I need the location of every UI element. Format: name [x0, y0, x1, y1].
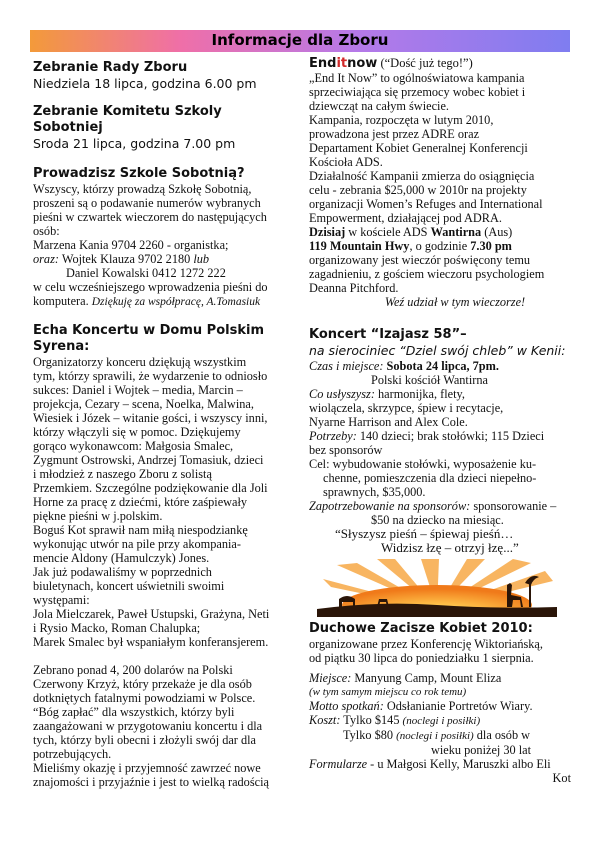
koncert-place: Polski kościół Wantirna — [371, 373, 488, 387]
rada-when: Niedziela 18 lipca, godzina 6.00 pm — [33, 76, 257, 91]
koncert-zapotrzebowanie — [309, 499, 571, 513]
endit-body — [309, 71, 571, 225]
text-line: proszeni są o podawanie numerów wybranych — [33, 196, 261, 210]
endit-dzisiaj — [309, 225, 571, 239]
endit-wantirna: Wantirna — [430, 225, 482, 239]
koszt-note-1: (noclegi i posiłki) — [402, 715, 481, 727]
endit-address-text: , o godzinie — [409, 239, 471, 253]
co-value: harmonijka, flety, — [374, 387, 465, 401]
miejsce-value: Manyung Camp, Mount Eliza — [351, 671, 502, 685]
echa-title-2: Syrena: — [33, 339, 90, 354]
miejsce-note: (w tym samym miejscu co rok temu) — [309, 686, 467, 698]
echa-body-2 — [33, 663, 295, 789]
koszt-value-2: Tylko $80 — [343, 728, 397, 742]
text-line: pieśni w czwartek wieczorem do następujących — [33, 210, 267, 224]
right-column — [309, 56, 571, 785]
endit-logo-it: it — [336, 56, 348, 71]
signature-tomasiuk: Dziękuję za współpracę, A.Tomasiuk — [91, 296, 261, 308]
szkola-intro — [33, 182, 295, 238]
endit-aus: (Aus) — [481, 225, 513, 239]
text-line: celu - zebrania $25,000 w 2010r na projekty — [309, 183, 527, 197]
text-line: „End It Now” to ogólnoświatowa kampania — [309, 71, 525, 85]
czas-label: Czas i miejsce: — [309, 359, 384, 373]
text-line: wieku poniżej 30 lat — [431, 743, 532, 757]
koncert-quote-2: Widzisz łzę – otrzyj łzę...” — [381, 540, 519, 555]
szkola-outro-text: komputera. — [33, 294, 92, 308]
text-line: Zebrano ponad 4, 200 dolarów na Polski — [33, 663, 233, 677]
formularze-label: Formularze — [309, 757, 368, 771]
formularze-end: Kot — [552, 771, 571, 785]
text-line: osób: — [33, 224, 60, 238]
szkola-outro-1: w celu wcześniejszego wprowadzenia pieśni do — [33, 280, 268, 294]
text-line: wykonując utwór na pile przy akompania- — [33, 537, 241, 551]
koncert-title: Koncert “Izajasz 58”– — [309, 327, 467, 342]
text-line: tym, którzy sprawili, że wydarzenie to odniosło — [33, 369, 268, 383]
left-column — [33, 56, 295, 789]
duchowe-motto — [309, 699, 571, 713]
contact-wojtek-text: Wojtek Klauza 9702 2180 — [58, 252, 194, 266]
endit-time: 7.30 pm — [470, 239, 512, 253]
motto-value: Odsłanianie Portretów Wiary. — [383, 699, 533, 713]
endit-logo — [309, 56, 377, 71]
echa-title-1: Echa Koncertu w Domu Polskim — [33, 323, 264, 338]
lub-label: lub — [193, 252, 210, 266]
text-line: Kampania, rozpoczęta w lutym 2010, — [309, 113, 494, 127]
endit-dzisiaj-text: w kościele ADS — [345, 225, 431, 239]
text-line: Działalność Kampanii zmierza do osiągnięcia — [309, 169, 535, 183]
rada-title: Zebranie Rady Zboru — [33, 60, 188, 75]
text-line: biuletynach, koncert uświetnili swoimi — [33, 579, 225, 593]
text-line: Czerwony Krzyż, który przekaże je dla osób — [33, 677, 252, 691]
koncert-czas — [309, 359, 571, 373]
komitet-title: Zebranie Komitetu Szkoly Sobotniej — [33, 104, 222, 135]
text-line: zaangażowani w przygotowaniu koncertu i dla — [33, 719, 263, 733]
text-line: projekcja, Cezary – scena, Noelka, Malwina, — [33, 397, 254, 411]
duchowe-koszt-2 — [309, 728, 571, 743]
koszt-note-2: (noclegi i posiłki) — [396, 730, 474, 742]
text-line: “Bóg zapłać” dla wszystkich, którzy byli — [33, 705, 235, 719]
potrzeby-value: 140 dzieci; brak stołówki; 115 Dzieci — [356, 429, 545, 443]
text-line: bez sponsorów — [309, 443, 383, 457]
text-line: Wszyscy, którzy prowadzą Szkołę Sobotnią, — [33, 182, 252, 196]
text-line: Nyarne Harrison and Alex Cole. — [309, 415, 468, 429]
endit-heading — [309, 56, 571, 71]
koszt-value-1: Tylko $145 — [340, 713, 403, 727]
text-line: sprzeciwiająca się przemocy wobec kobiet i — [309, 85, 526, 99]
text-line: występami: — [33, 593, 90, 607]
text-line: Kościoła ADS. — [309, 155, 383, 169]
header-banner — [30, 30, 570, 52]
text-line: Jola Mielczarek, Paweł Ustupski, Grażyna, Neti — [33, 607, 270, 621]
text-line: Departament Kobiet Generalnej Konferencji — [309, 141, 528, 155]
text-line: Cel: wybudowanie stołówki, wyposażenie ku- — [309, 457, 537, 471]
text-line: organizowany jest wieczór poświęcony temu — [309, 253, 531, 267]
koncert-potrzeby — [309, 429, 571, 443]
text-line: Jak już podawaliśmy w poprzednich — [33, 565, 212, 579]
text-line: Horne za pracę z dziećmi, które zaśpiewały — [33, 495, 248, 509]
koszt-label: Koszt: — [309, 713, 341, 727]
text-line: którzy włączyli się w pomoc. Dziękujemy — [33, 425, 241, 439]
contact-wojtek — [33, 252, 295, 266]
text-line: zagadnieniu, z gościem wieczoru psychologiem — [309, 267, 545, 281]
text-line: Empowerment, działającej pod ADRA. — [309, 211, 502, 225]
text-line: gorąco wykonawcom: Małgosia Smalec, — [33, 439, 234, 453]
text-line: od piątku 30 lipca do poniedziałku 1 sierpnia. — [309, 651, 534, 665]
text-line: mencie Aldony (Hamulczyk) Jones. — [33, 551, 210, 565]
koncert-co — [309, 387, 571, 401]
duchowe-koszt — [309, 713, 571, 728]
text-line: prowadzona jest przez ADRE oraz — [309, 127, 480, 141]
text-line: i Rysio Macko, Roman Chalupka; — [33, 621, 201, 635]
duchowe-formularze — [309, 757, 571, 771]
text-line: $50 na dziecko na miesiąc. — [371, 513, 504, 527]
text-line: sprawnych, $35,000. — [323, 485, 426, 499]
text-line: piękne pieśni w j.polskim. — [33, 509, 163, 523]
komitet-when: Sroda 21 lipca, godzina 7.00 pm — [33, 136, 236, 151]
text-line: dziewcząt na całym świecie. — [309, 99, 449, 113]
text-line: organizacji Women’s Refuges and International — [309, 197, 543, 211]
echa-body — [33, 355, 295, 649]
text-line: sukces: Daniel i Wojtek – media, Marcin – — [33, 383, 243, 397]
text-line: Mieliśmy okazję i przyjemność zawrzeć nowe — [33, 761, 261, 775]
page-title: Informacje dla Zboru — [211, 31, 389, 49]
zap-label: Zapotrzebowanie na sponsorów: — [309, 499, 471, 513]
endit-address — [309, 239, 571, 253]
africa-sunset-illustration — [317, 559, 557, 617]
endit-logo-now: now — [347, 56, 378, 71]
text-line: chenne, pomieszczenia dla dzieci niepełno- — [323, 471, 537, 485]
text-line: i młodzież z naszego Zboru z solistą — [33, 467, 212, 481]
contact-daniel: Daniel Kowalski 0412 1272 222 — [66, 266, 226, 280]
text-line: Organizatorzy konceru dziękują wszystkim — [33, 355, 247, 369]
text-line: Przemkiem. Szczególne podziękowanie dla Joli — [33, 481, 268, 495]
endit-body-2 — [309, 253, 571, 295]
text-line: Boguś Kot sprawił nam miłą niespodziankę — [33, 523, 248, 537]
koncert-subtitle: na sierociniec “Dziel swój chleb” w Kenii: — [309, 343, 566, 358]
endit-address-bold: 119 Mountain Hwy — [309, 239, 410, 253]
text-line: Marek Smalec był wspaniałym konferansjerem. — [33, 635, 269, 649]
koncert-quote-1: “Słyszysz pieśń – śpiewaj pieśń… — [335, 526, 514, 541]
formularze-value: - u Małgosi Kelly, Maruszki albo Eli — [367, 757, 551, 771]
motto-label: Motto spotkań: — [309, 699, 384, 713]
oraz-label: oraz: — [33, 252, 59, 266]
czas-value: Sobota 24 lipca, 7pm. — [383, 359, 499, 373]
text-line: organizowane przez Konferencję Wiktoriańską, — [309, 637, 543, 651]
text-line: Zygmunt Ostrowski, Andrzej Tomasiuk, dzieci — [33, 453, 264, 467]
text-line: Wiesiek i Józek – witanie gości, i wszyscy inni, — [33, 411, 268, 425]
co-label: Co usłyszysz: — [309, 387, 375, 401]
endit-tagline: (“Dość już tego!”) — [377, 56, 473, 70]
text-line: Deanna Pitchford. — [309, 281, 399, 295]
endit-logo-end: End — [309, 56, 337, 71]
potrzeby-label: Potrzeby: — [309, 429, 357, 443]
endit-invite: Weź udział w tym wieczorze! — [384, 295, 526, 309]
endit-dzisiaj-bold: Dzisiaj — [309, 225, 346, 239]
duchowe-miejsce — [309, 671, 571, 685]
szkola-title: Prowadzisz Szkole Sobotnią? — [33, 166, 245, 181]
zap-value: sponsorowanie – — [470, 499, 557, 513]
szkola-outro-2 — [33, 294, 295, 309]
duchowe-title: Duchowe Zacisze Kobiet 2010: — [309, 621, 533, 636]
text-line: wiolączela, skrzypce, śpiew i recytacje, — [309, 401, 504, 415]
text-line: znajomości i przyjaźnie i jest to wielką radością — [33, 775, 269, 789]
miejsce-label: Miejsce: — [309, 671, 352, 685]
text-line: potrzebujących. — [33, 747, 112, 761]
contact-marzena: Marzena Kania 9704 2260 - organistka; — [33, 238, 229, 252]
text-line: dotkniętych fatalnymi powodziami w Polsce. — [33, 691, 256, 705]
text-line: tych, którzy byli obecni i złożyli swój dar dla — [33, 733, 256, 747]
koszt-value-2b: dla osób w — [473, 728, 531, 742]
